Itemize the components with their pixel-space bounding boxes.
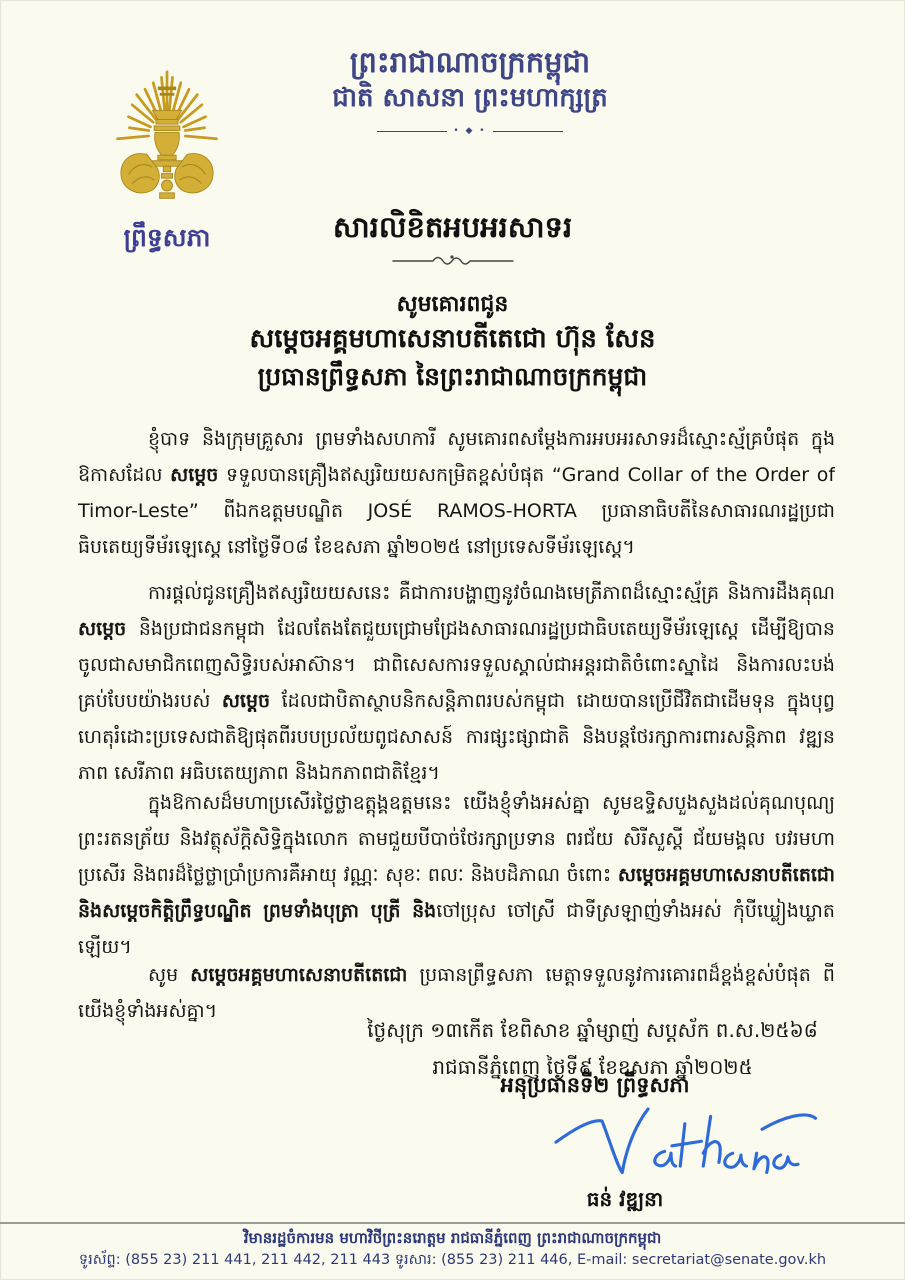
footer-divider [0, 1222, 905, 1224]
paragraph-2 [78, 575, 835, 795]
footer [0, 1228, 905, 1272]
signer-name: ធន់ វឌ្ឍនា [586, 1187, 664, 1211]
honorific-bold: សម្តេចអគ្គមហាសេនាបតីតេជោ [190, 964, 408, 986]
national-motto: ជាតិ សាសនា ព្រះមហាក្សត្រ [332, 83, 608, 114]
senate-crest-icon [112, 52, 222, 220]
paragraph-text: ខ្ញុំបាទ និងក្រុមគ្រួសារ ព្រមទាំងសហការី សូមគោរពសម្តែងការអបអរសាទរដ៏ស្មោះស្ម័គ្របំផុត ក្នុងឱកាសដែល [78, 428, 835, 486]
paragraph-1 [78, 421, 835, 573]
paragraph-text: សូម [148, 964, 191, 986]
paragraph-text: ដែលជាបិតាស្ថាបនិកសន្តិភាពរបស់កម្ពុជា ដោយបានប្រើជីវិតជាដើមទុន ក្នុងបុព្វហេតុរំដោះប្រទេសជាតិឱ្យផុតពីរបបប្រល័យពូជសាសន៍ ការផ្សះផ្សាជាតិ និងបន្តថែរក្សាការពារសន្តិភាព វឌ្ឍនភាព សេរីភាព អធិបតេយ្យភាព និងឯកភាពជាតិខ្មែរ។ [78, 690, 835, 784]
recipient-name: សម្តេចអគ្គមហាសេនាបតីតេជោ ហ៊ុន សែន [249, 324, 656, 354]
gregorian-date: រាជធានីភ្នំពេញ ថ្ងៃទី៩ ខែឧសភា ឆ្នាំ២០២៥ [432, 1055, 753, 1079]
footer-address: វិមានរដ្ឋចំការមន មហាវិថីព្រះនរោត្តម រាជធានីភ្នំពេញ ព្រះរាជាណាចក្រកម្ពុជា [243, 1229, 662, 1247]
paragraph-text: ប្រធានព្រឹទ្ធសភា មេត្តាទទួលនូវការគោរពដ៏ខ្ពង់ខ្ពស់បំផុត ពីយើងខ្ញុំទាំងអស់គ្នា។ [78, 964, 835, 1022]
emblem-label: ព្រឹទ្ធសភា [123, 223, 211, 252]
paragraph-text: ទទួលបានគ្រឿងឥស្សរិយយសកម្រិតខ្ពស់បំផុត “Grand Collar of the Order of Timor-Leste” ពីឯកឧត្តមបណ្ឌិត JOSÉ RAMOS-HORTA ប្រធានាធិបតីនៃសាធារណរដ្ឋប្រជាធិបតេយ្យទីម័រឡេស្តេ នៅថ្ងៃទី០៨ ខែឧសភា ឆ្នាំ២០២៥ នៅប្រទេសទីម័រឡេស្តេ។ [78, 464, 835, 558]
signer-title: អនុប្រធានទី២ ព្រឹទ្ធសភា [500, 1073, 690, 1097]
divider-rule-left [377, 131, 447, 132]
honorific-bold: សម្តេច [170, 464, 219, 486]
paragraph-3 [78, 785, 835, 971]
paragraph-text: ចៅប្រុស ចៅស្រី ជាទីស្រឡាញ់ទាំងអស់ កុំបីឃ្លៀងឃ្លាតឡើយ។ [78, 900, 835, 958]
title-flourish-icon [0, 252, 905, 274]
divider-ornament-icon: • ◆ • [453, 126, 487, 137]
honorific-bold: សម្តេច [221, 690, 271, 712]
signature [538, 1098, 828, 1190]
honorific-bold: សម្តេចអគ្គមហាសេនាបតីតេជោ និងសម្តេចកិត្តិព្រឹទ្ធបណ្ឌិត ព្រមទាំងបុត្រា បុត្រី និង [78, 864, 835, 922]
header-divider [235, 126, 705, 136]
salutation-block [0, 288, 905, 395]
divider-rule-right [493, 131, 563, 132]
footer-contact: ទូរស័ព្ទ: (855 23) 211 441, 211 442, 211 443 ទូរសារ: (855 23) 211 446, E-mail: secretariat@senate.gov.kh [78, 1251, 827, 1268]
paragraph-text: និងប្រជាជនកម្ពុជា ដែលតែងតែជួយជ្រោមជ្រែងសាធារណរដ្ឋប្រជាធិបតេយ្យទីម័រឡេស្តេ ដើម្បីឱ្យបានចូលជាសមាជិកពេញសិទ្ធិរបស់អាស៊ាន។ ជាពិសេសការទទួលស្គាល់ជាអន្តរជាតិចំពោះស្នាដៃ និងការលះបង់គ្រប់បែបយ៉ាងរបស់ [78, 618, 835, 712]
paragraph-text: ការផ្តល់ជូនគ្រឿងឥស្សរិយយសនេះ គឺជាការបង្ហាញនូវចំណងមេត្រីភាពដ៏ស្មោះស្ម័គ្រ និងការដឹងគុណ [148, 582, 835, 604]
lunar-date: ថ្ងៃសុក្រ ១៣កើត ខែពិសាខ ឆ្នាំម្សាញ់ សប្តស័ក ព.ស.២៥៦៨ [367, 1018, 818, 1042]
paragraph-text: ក្នុងឱកាសដ៏មហាប្រសើរថ្លៃថ្លាឧត្តុង្គឧត្តមនេះ យើងខ្ញុំទាំងអស់គ្នា សូមឧទ្ទិសបួងសួងដល់គុណបុណ្យព្រះរតនត្រ័យ និងវត្ថុស័ក្តិសិទ្ធិក្នុងលោក តាមជួយបីបាច់ថែរក្សាប្រទាន ពរជ័យ សិរីសួស្តី ជ័យមង្គល បវរមហាប្រសើរ និងពរដ៏ថ្លៃថ្លាប្រាំប្រការគឺអាយុ វណ្ណៈ សុខៈ ពលៈ និងបដិភាណ ចំពោះ [78, 792, 835, 886]
salutation-line: សូមគោរពជូន [396, 292, 509, 317]
kingdom-title: ព្រះរាជាណាចក្រកម្ពុជា [349, 45, 591, 79]
honorific-bold: សម្តេច [78, 618, 127, 640]
document-header [235, 44, 705, 136]
page-title: សារលិខិតអបអរសាទរ [332, 210, 573, 244]
recipient-title: ប្រធានព្រឹទ្ធសភា នៃព្រះរាជាណាចក្រកម្ពុជា [257, 361, 648, 391]
